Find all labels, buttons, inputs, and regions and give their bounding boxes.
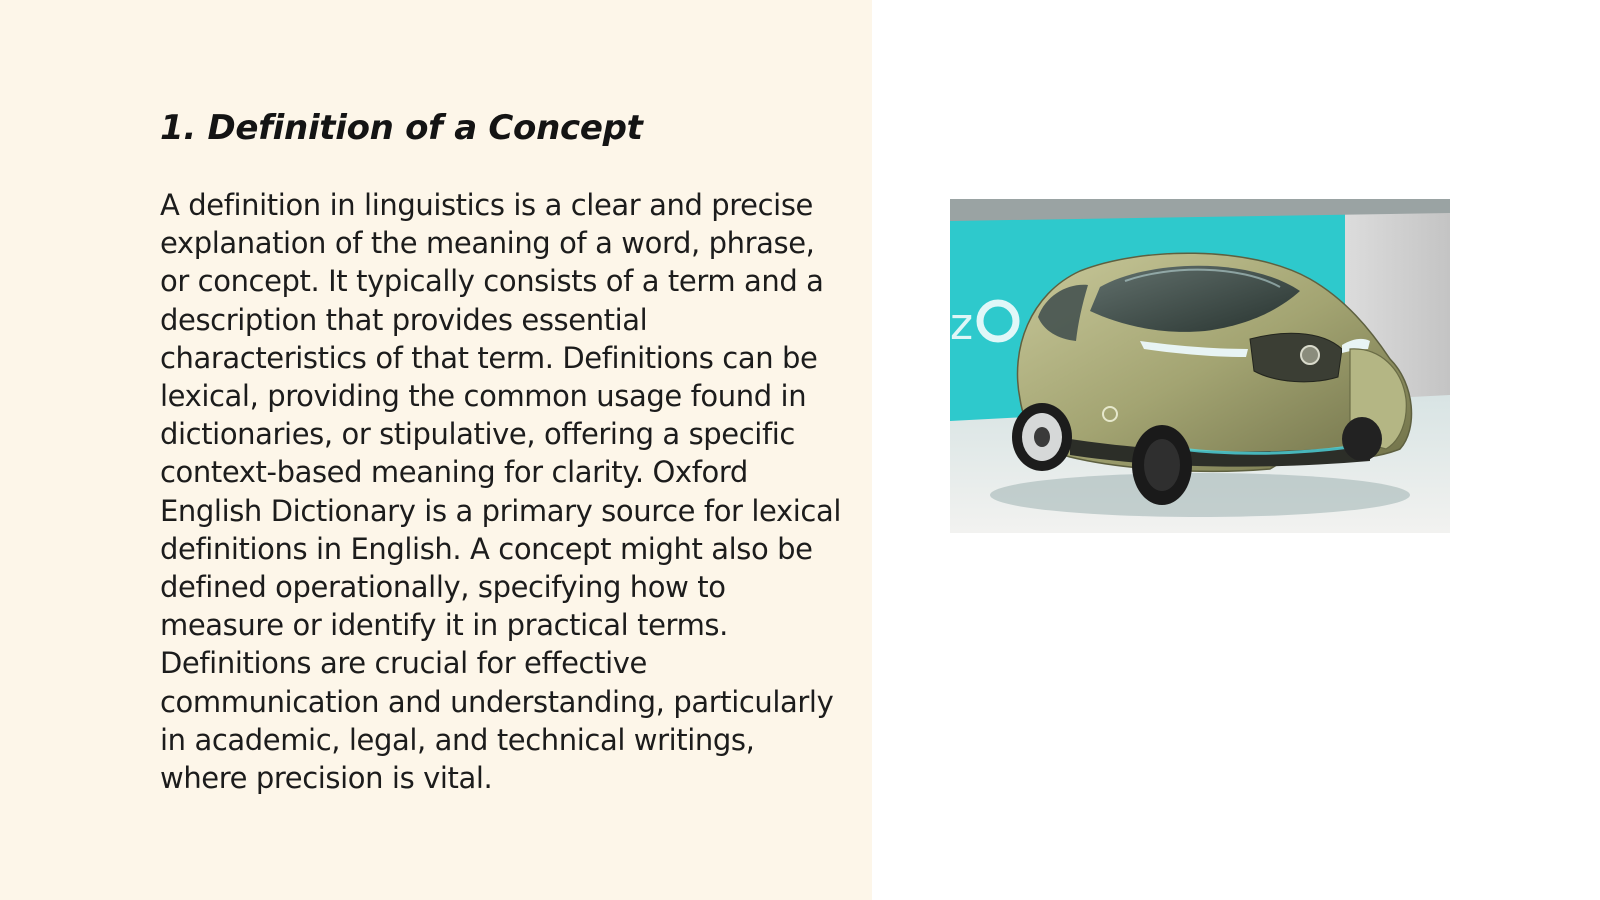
concept-car-photo [950,199,1450,533]
car-wheel-rear [1012,403,1072,471]
car-wheel-front [1132,425,1192,505]
slide-body-text: A definition in linguistics is a clear and precise explanation of the meaning of a word, phrase, or concept. It typically consists of a term and a description that provides essential characteristics of that term. Definitions can be lexical, providing the common usage found in dictionaries, or stipulative, offering a specific context-based meaning for clarity. Oxford English Dictionary is a primary source for lexical definitions in English. A concept might also be defined operationally, specifying how to measure or identify it in practical terms. Definitions are crucial for effective communication and understanding, particularly in academic, legal, and technical writings, where precision is vital. [160,188,841,796]
concept-car-illustration [950,199,1450,533]
car-wheel-front-right [1342,417,1382,461]
slide-title: 1. Definition of a Concept [160,108,643,148]
svg-text:z: z [950,299,974,350]
